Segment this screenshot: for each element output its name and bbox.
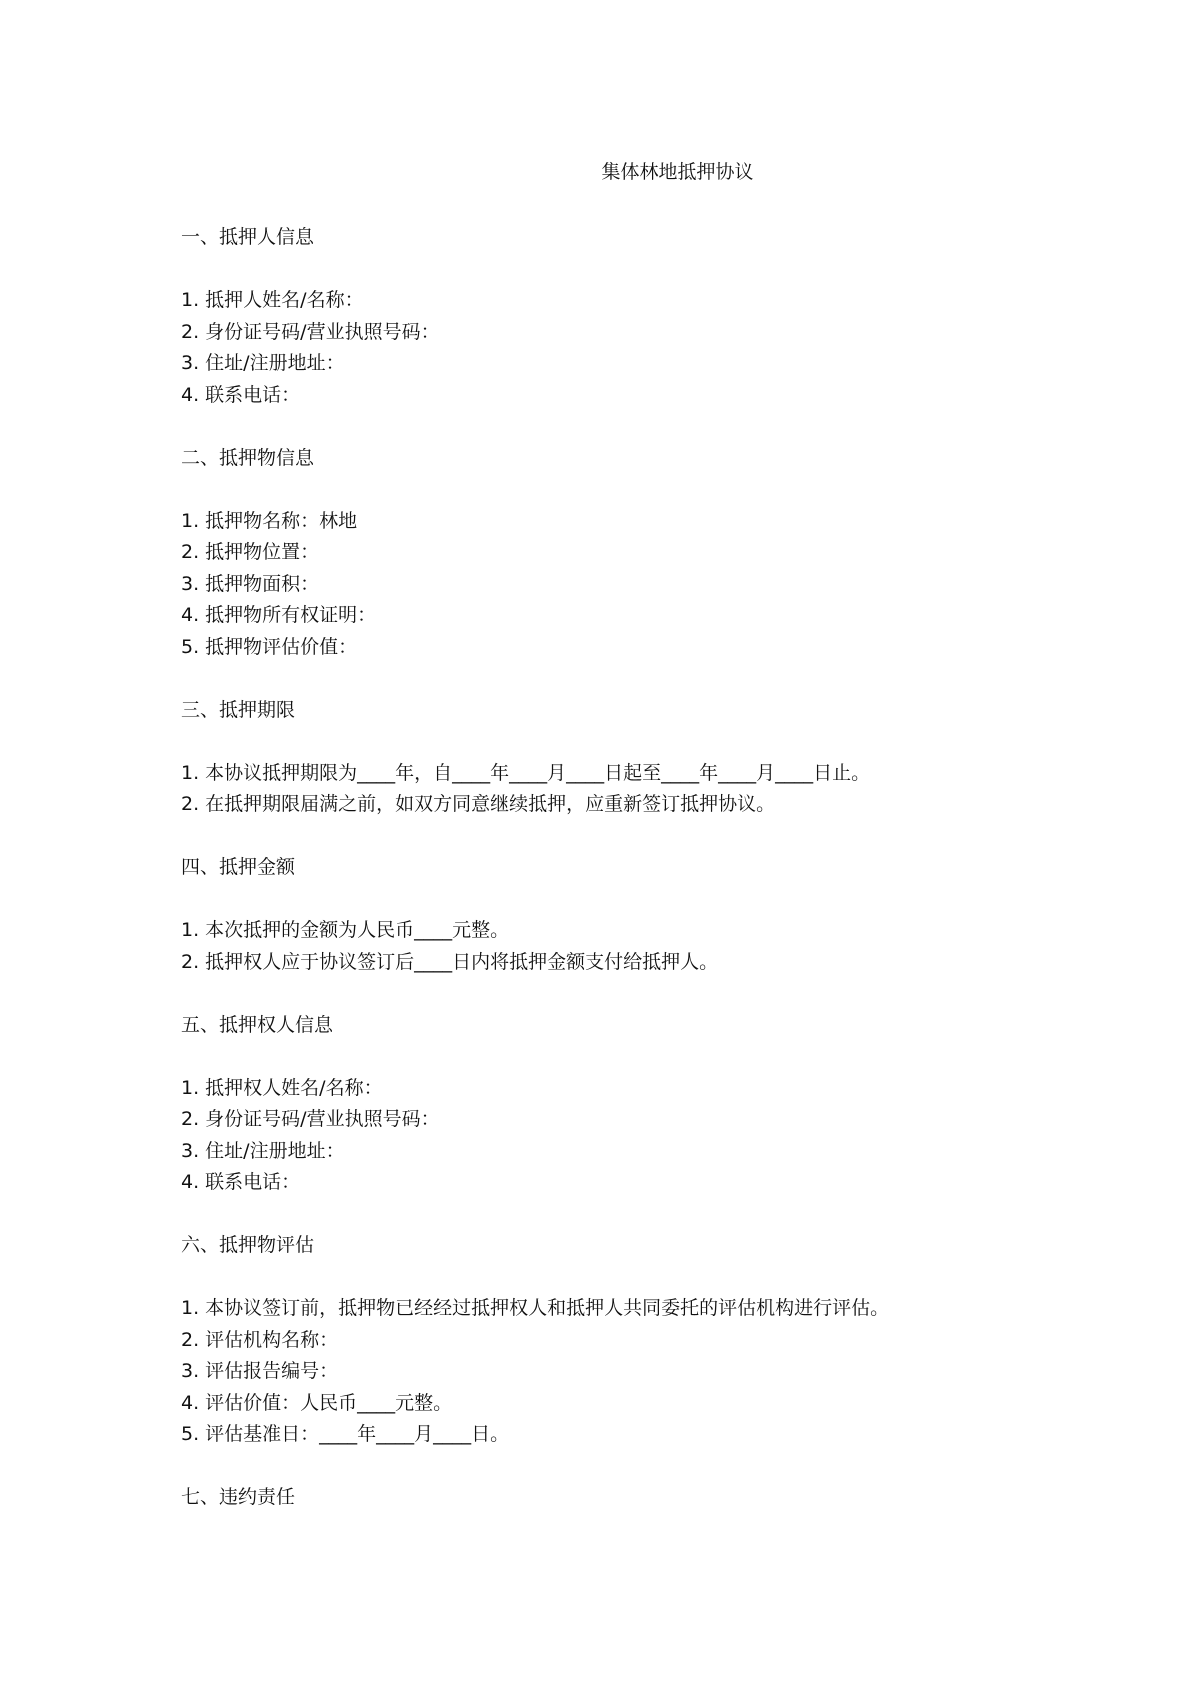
- list-item: 2. 评估机构名称：: [181, 1328, 339, 1351]
- list-item: 1. 抵押人姓名/名称：: [181, 289, 364, 311]
- list-item: 1. 本协议签订前，抵押物已经经过抵押权人和抵押人共同委托的评估机构进行评估。: [181, 1297, 890, 1319]
- item-list: [181, 758, 1081, 821]
- list-item: 2. 抵押权人应于协议签订后____日内将抵押金额支付给抵押人。: [181, 950, 719, 973]
- document-title: 集体林地抵押协议: [601, 161, 754, 183]
- list-item: 2. 身份证号码/营业执照号码：: [181, 320, 440, 343]
- item-list: [181, 285, 1081, 411]
- list-item: 4. 评估价值：人民币____元整。: [181, 1391, 453, 1414]
- section-mortgagee-info: [181, 1010, 1081, 1199]
- list-item: 1. 本协议抵押期限为____年，自____年____月____日起至____年____月____日止。: [181, 761, 871, 784]
- item-list: [181, 1293, 1081, 1451]
- list-item: 3. 评估报告编号：: [181, 1360, 339, 1382]
- list-item: 4. 联系电话：: [181, 1171, 301, 1193]
- section-heading: 四、抵押金额: [181, 856, 296, 878]
- section-heading: 二、抵押物信息: [181, 446, 315, 469]
- item-list: [181, 1073, 1081, 1199]
- item-list: [181, 915, 1081, 978]
- list-item: 4. 联系电话：: [181, 383, 301, 406]
- list-item: 3. 住址/注册地址：: [181, 1139, 345, 1162]
- section-heading: 七、违约责任: [181, 1486, 296, 1508]
- list-item: 1. 抵押权人姓名/名称：: [181, 1076, 383, 1099]
- section-heading: 六、抵押物评估: [181, 1234, 315, 1256]
- section-heading: 五、抵押权人信息: [181, 1013, 334, 1036]
- section-mortgage-amount: [181, 852, 1081, 978]
- list-item: 2. 身份证号码/营业执照号码：: [181, 1108, 440, 1130]
- list-item: 5. 评估基准日：____年____月____日。: [181, 1423, 510, 1445]
- section-mortgagor-info: [181, 222, 1081, 411]
- list-item: 4. 抵押物所有权证明：: [181, 604, 377, 626]
- list-item: 1. 抵押物名称：林地: [181, 509, 358, 532]
- section-heading: 一、抵押人信息: [181, 226, 315, 248]
- document-body: [181, 222, 1081, 1514]
- section-heading: 三、抵押期限: [181, 698, 296, 721]
- section-collateral-info: [181, 443, 1081, 664]
- list-item: 3. 抵押物面积：: [181, 572, 320, 595]
- list-item: 2. 抵押物位置：: [181, 541, 320, 563]
- list-item: 2. 在抵押期限届满之前，如双方同意继续抵押，应重新签订抵押协议。: [181, 793, 776, 815]
- section-breach-liability: [181, 1482, 1081, 1514]
- list-item: 1. 本次抵押的金额为人民币____元整。: [181, 919, 510, 941]
- section-mortgage-term: [181, 695, 1081, 821]
- list-item: 5. 抵押物评估价值：: [181, 635, 358, 658]
- list-item: 3. 住址/注册地址：: [181, 352, 345, 374]
- item-list: [181, 506, 1081, 664]
- section-collateral-appraisal: [181, 1230, 1081, 1451]
